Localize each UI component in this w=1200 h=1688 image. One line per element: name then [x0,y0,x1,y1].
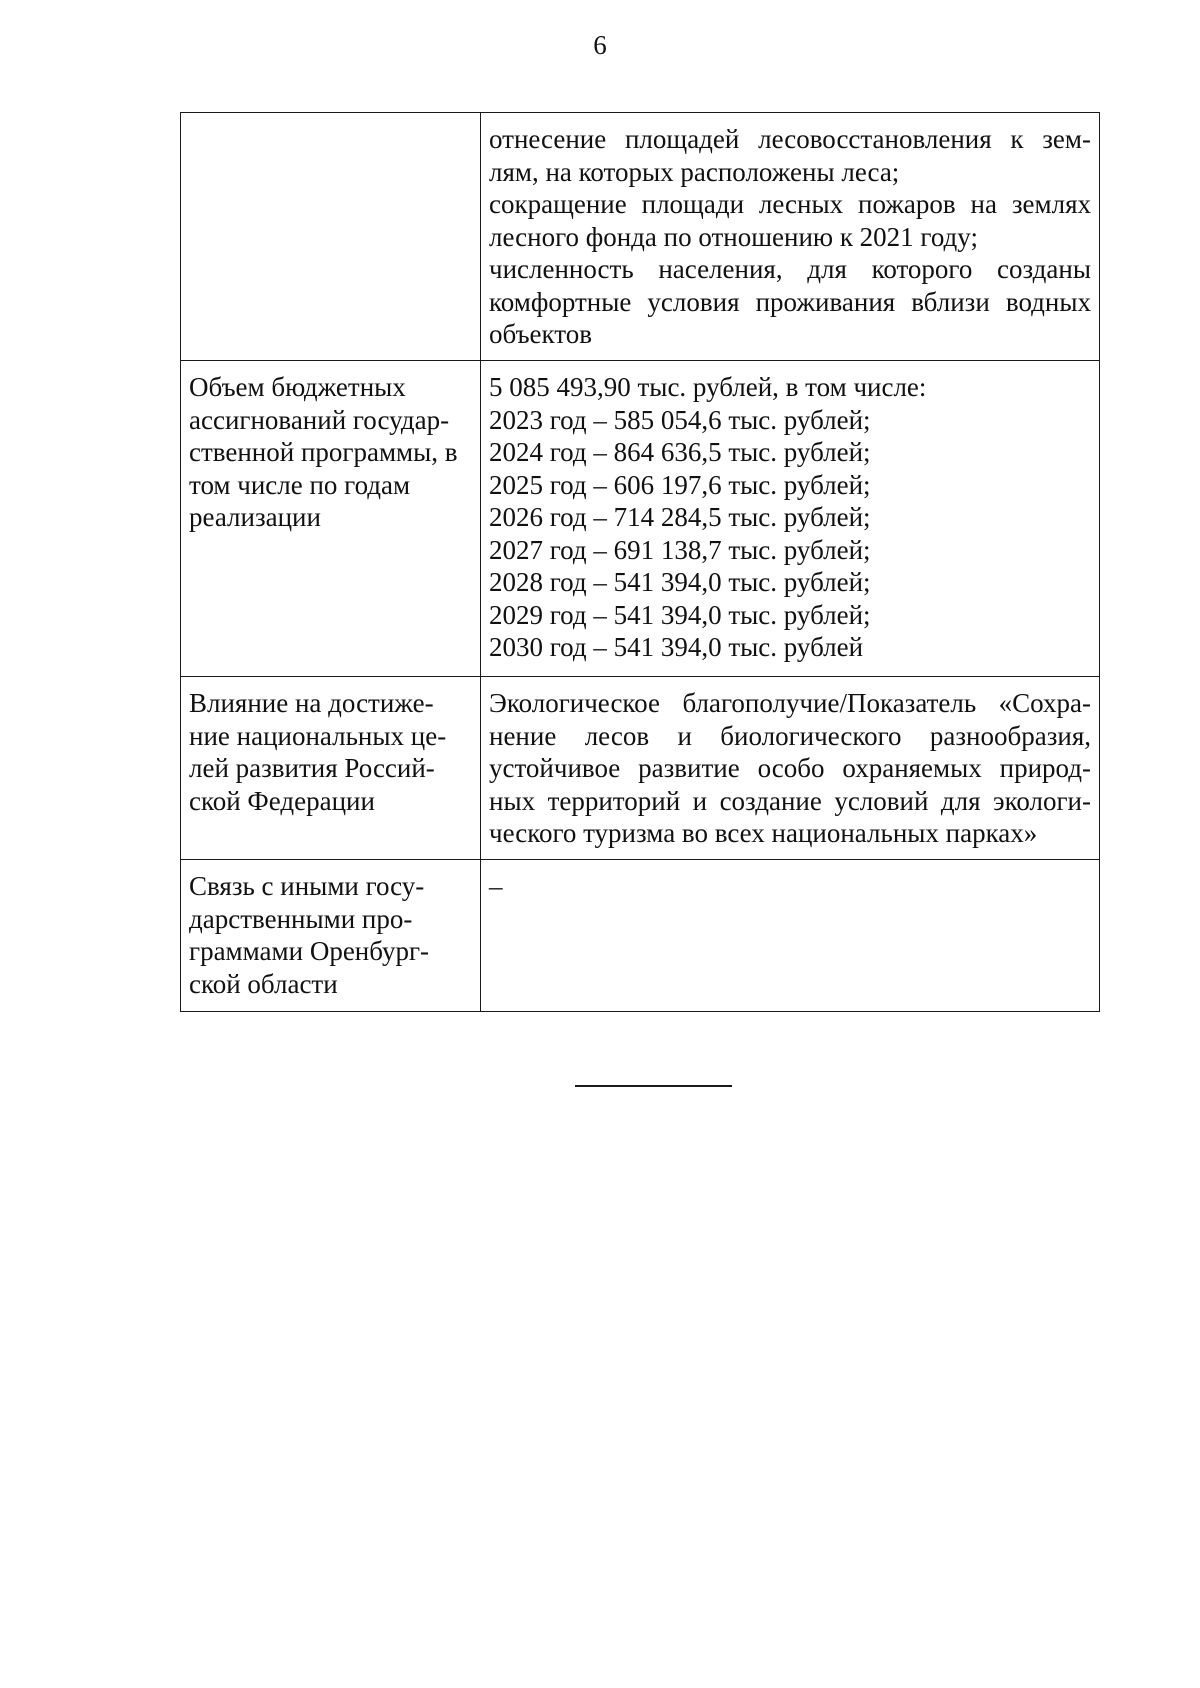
content-line: ных территорий и создание условий для экологи- [489,785,1091,816]
row-label-cell [181,677,481,860]
content-line: 2025 год – 606 197,6 тыс. рублей; [489,469,871,500]
content-line: нение лесов и биологического разнообразия, [489,720,1091,751]
content-line: объектов [489,319,592,349]
content-line: устойчивое развитие особо охраняемых природ- [489,753,1091,783]
label-line: Связь с иными госу- [189,871,425,901]
label-line: Влияние на достиже- [189,688,434,718]
content-line: 5 085 493,90 тыс. рублей, в том числе: [489,372,927,402]
program-passport-table [180,112,1100,1012]
end-of-document-rule [575,1085,732,1087]
label-line: ние национальных це- [189,720,447,751]
row-content-cell [481,113,1100,361]
content-line: ческого туризма во всех национальных парках» [489,818,1038,848]
label-line: Объем бюджетных [189,372,406,402]
content-line: лесного фонда по отношению к 2021 году; [489,221,978,252]
content-line: лям, на которых расположены леса; [489,156,900,187]
row-label-cell [181,361,481,677]
content-line: 2027 год – 691 138,7 тыс. рублей; [489,534,871,565]
content-line: комфортные условия проживания вблизи водных [489,286,1091,317]
page-number: 6 [593,30,607,60]
table-row [181,677,1100,860]
content-line: 2030 год – 541 394,0 тыс. рублей [489,632,864,662]
label-line: ственной программы, в [189,437,458,467]
label-line: реализации [189,502,321,532]
content-line: отнесение площадей лесовосстановления к зем- [489,124,1091,154]
label-line: лей развития Россий- [189,753,435,783]
content-line: 2024 год – 864 636,5 тыс. рублей; [489,437,871,467]
content-line: 2026 год – 714 284,5 тыс. рублей; [489,502,871,532]
table-row [181,361,1100,677]
label-line: дарственными про- [189,903,413,934]
label-line: граммами Оренбург- [189,936,430,966]
content-line: Экологическое благополучие/Показатель «Сохра- [489,688,1091,718]
content-line: – [489,871,503,901]
content-line: 2029 год – 541 394,0 тыс. рублей; [489,599,871,630]
content-line: сокращение площади лесных пожаров на землях [489,189,1091,219]
label-line: том числе по годам [189,469,411,500]
label-line: ской области [189,968,338,999]
content-line: 2023 год – 585 054,6 тыс. рублей; [489,404,871,435]
row-content-cell [481,860,1100,1012]
table-row [181,860,1100,1012]
table-row [181,113,1100,361]
content-line: 2028 год – 541 394,0 тыс. рублей; [489,567,871,597]
row-content-cell [481,361,1100,677]
row-label-cell [181,113,481,361]
row-label-cell [181,860,481,1012]
content-line: численность населения, для которого созданы [489,254,1091,284]
label-line: ассигнований государ- [189,404,450,435]
label-line: ской Федерации [189,785,375,816]
row-content-cell [481,677,1100,860]
